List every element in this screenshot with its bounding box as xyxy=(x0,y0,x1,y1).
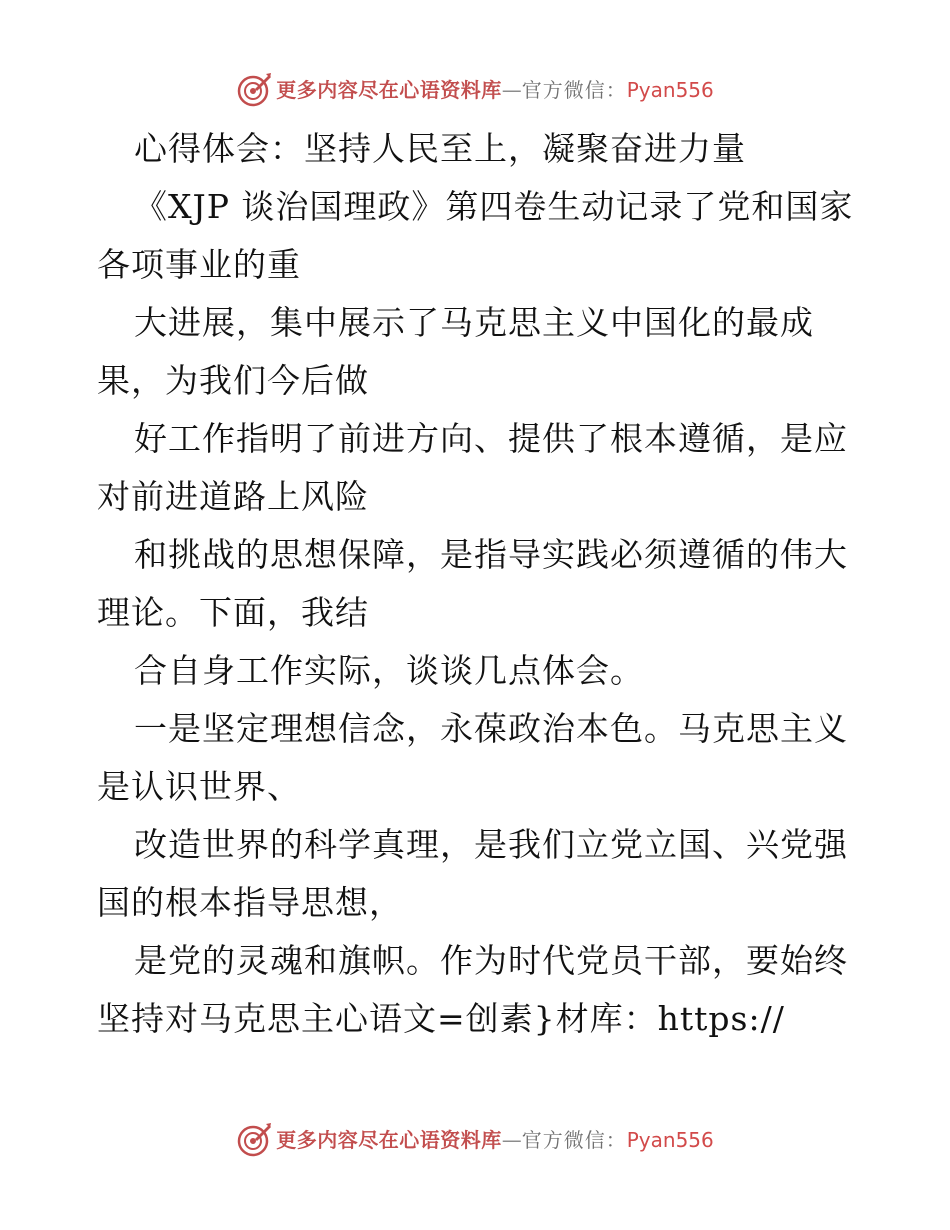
watermark-dash: — xyxy=(501,1128,522,1152)
text-line: 大进展，集中展示了马克思主义中国化的最成 xyxy=(134,303,814,342)
watermark-official-label: 官方微信： xyxy=(521,78,627,102)
watermark-main-text: 更多内容尽在心语资料库 xyxy=(276,78,502,102)
text-line: 理论。下面，我结 xyxy=(97,593,369,632)
text-line: 是认识世界、 xyxy=(97,767,301,806)
text-line: 对前进道路上风险 xyxy=(97,477,369,516)
text-line: 一是坚定理想信念，永葆政治本色。马克思主义 xyxy=(134,709,848,748)
header-watermark xyxy=(0,68,950,112)
document-title: 心得体会：坚持人民至上，凝聚奋进力量 xyxy=(134,129,746,168)
watermark-wechat-id: Pyan556 xyxy=(626,78,714,102)
text-line: 是党的灵魂和旗帜。作为时代党员干部，要始终 xyxy=(134,941,848,980)
watermark-dash: — xyxy=(501,78,522,102)
watermark-official-label: 官方微信： xyxy=(521,1128,627,1152)
logo-icon xyxy=(236,72,272,108)
text-line: 国的根本指导思想， xyxy=(97,883,403,922)
text-line: 各项事业的重 xyxy=(97,245,301,284)
watermark-wechat-id: Pyan556 xyxy=(626,1128,714,1152)
text-line: 好工作指明了前进方向、提供了根本遵循，是应 xyxy=(134,419,848,458)
logo-icon xyxy=(236,1122,272,1158)
text-line: 合自身工作实际，谈谈几点体会。 xyxy=(134,651,644,690)
document-body xyxy=(97,120,857,1048)
text-line: 坚持对马克思主心语文=创素}材库：https:// xyxy=(97,999,785,1038)
text-line: 和挑战的思想保障，是指导实践必须遵循的伟大 xyxy=(134,535,848,574)
watermark-main-text: 更多内容尽在心语资料库 xyxy=(276,1128,502,1152)
text-line: 果，为我们今后做 xyxy=(97,361,369,400)
footer-watermark xyxy=(0,1118,950,1162)
text-line: 《XJP 谈治国理政》第四卷生动记录了党和国家 xyxy=(134,187,854,226)
text-line: 改造世界的科学真理，是我们立党立国、兴党强 xyxy=(134,825,848,864)
